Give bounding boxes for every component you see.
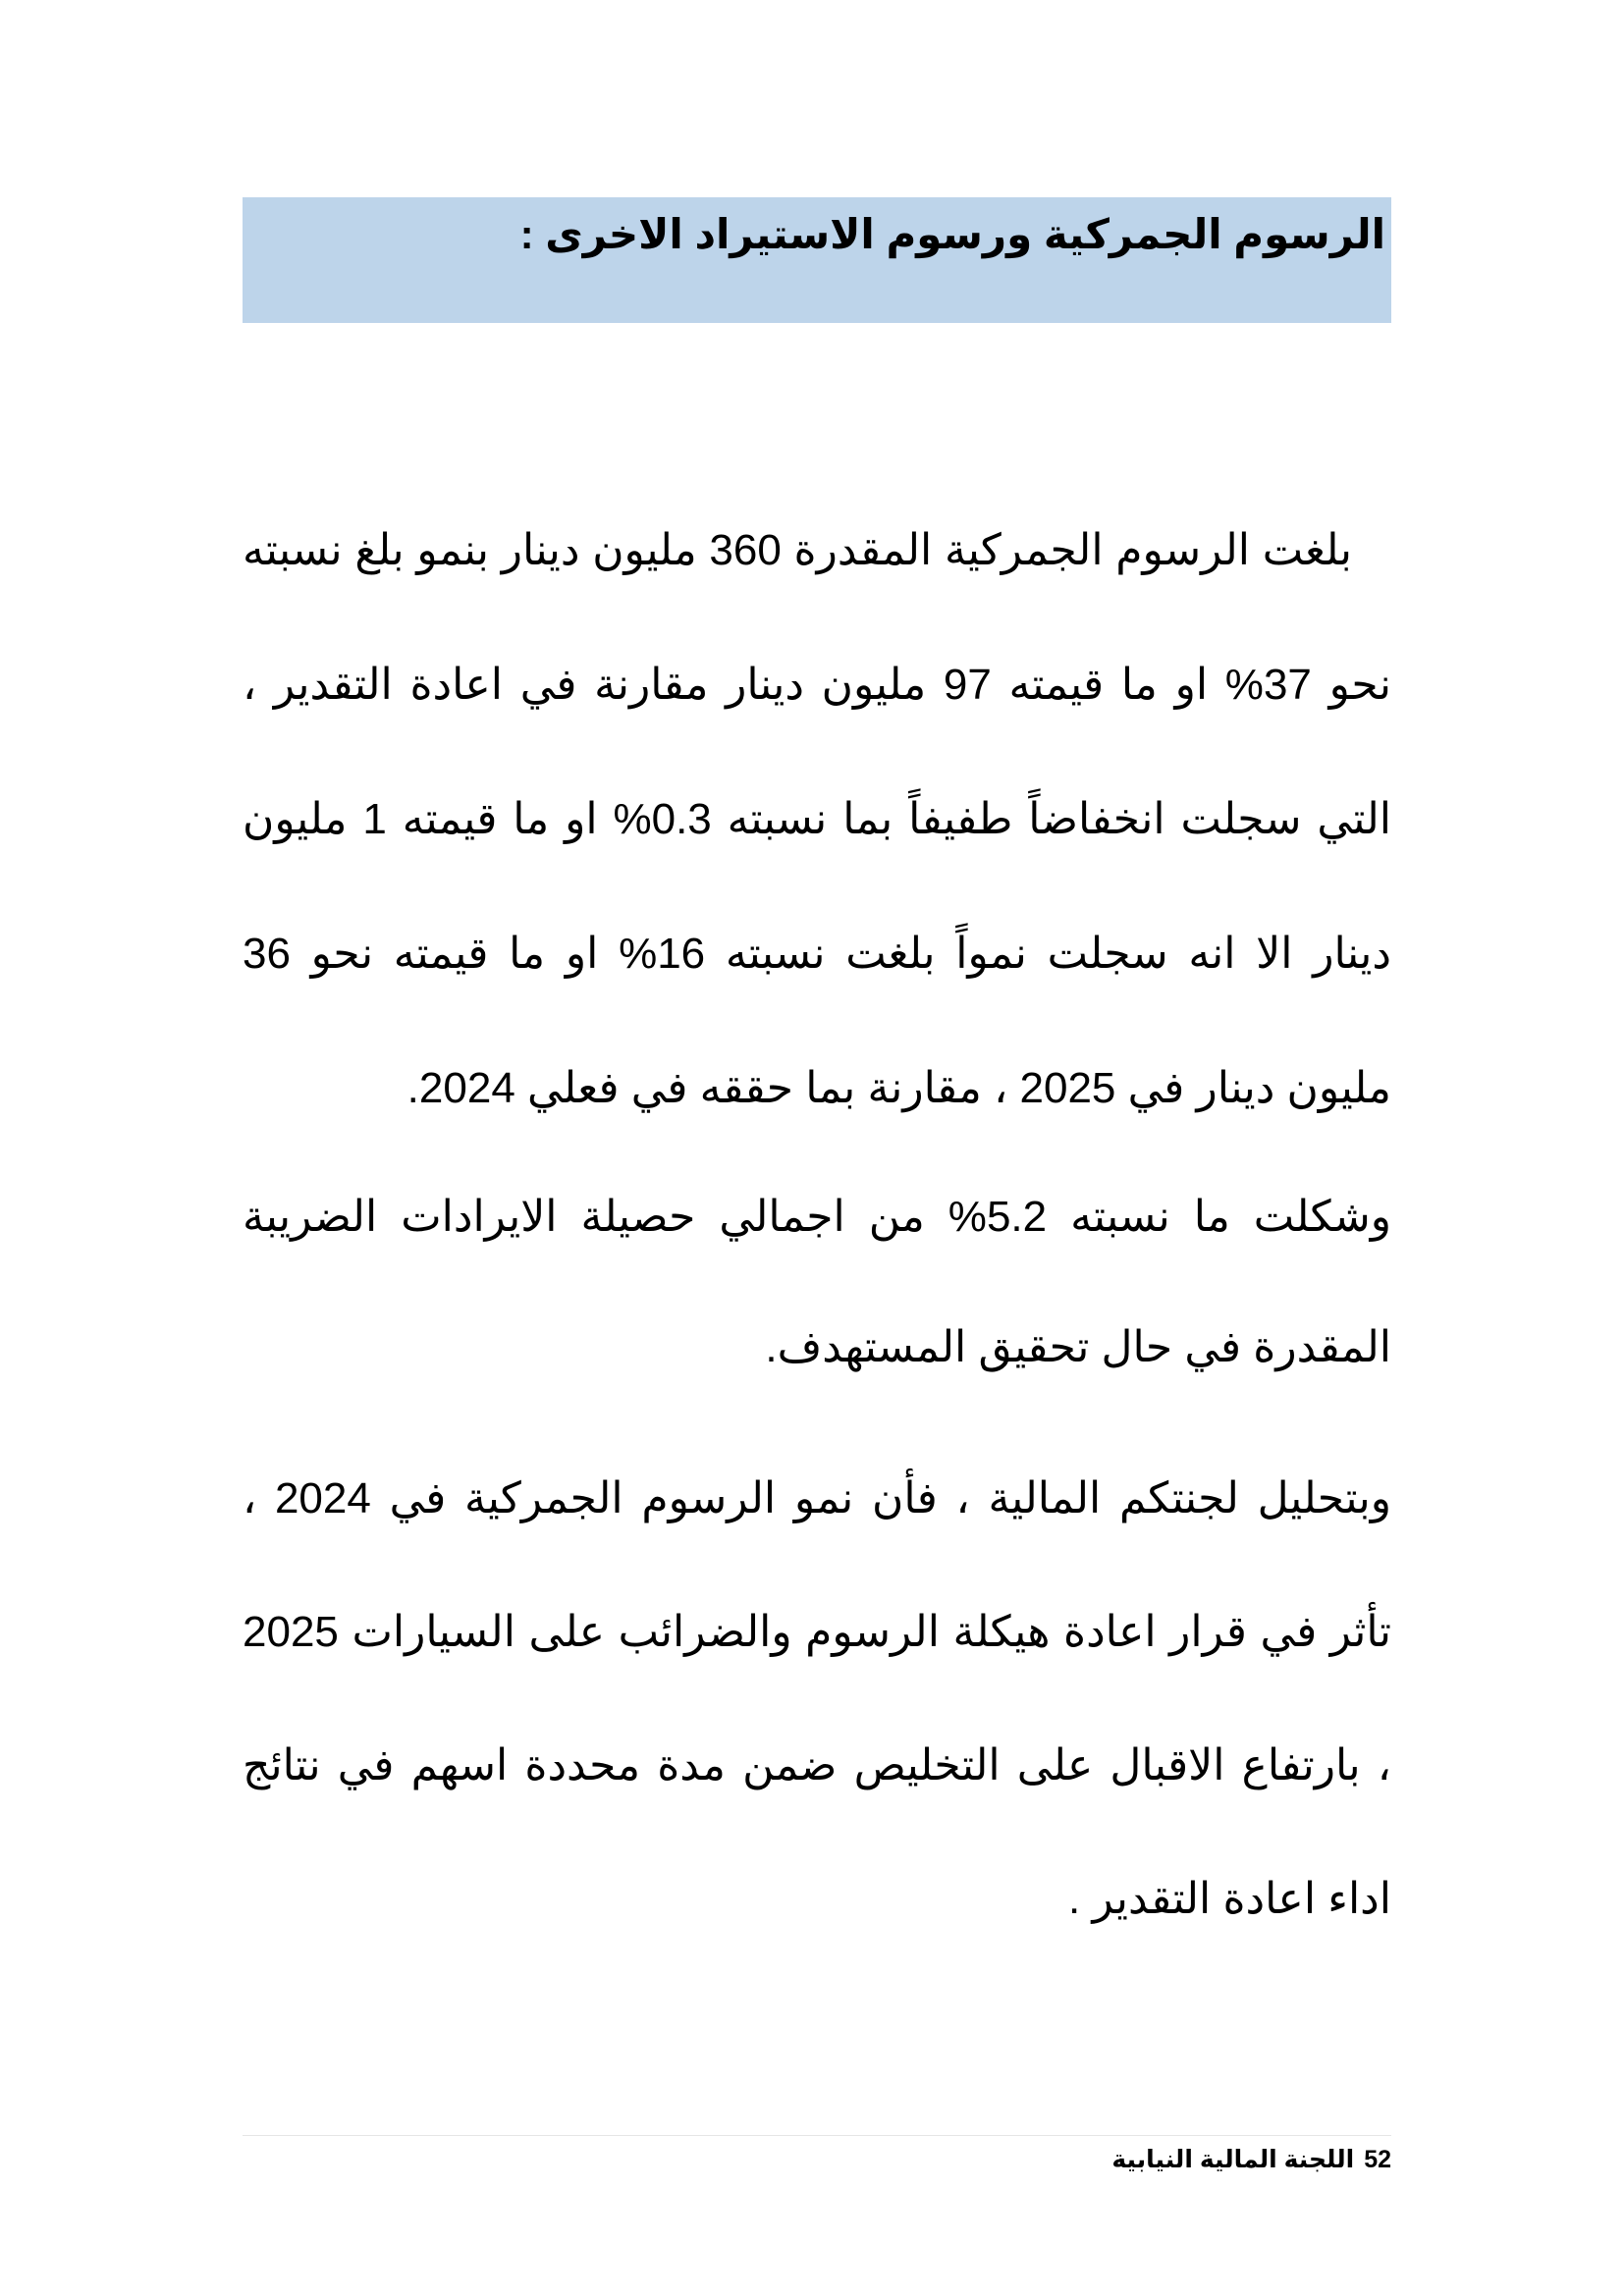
footer-label: اللجنة المالية النيابية bbox=[1111, 2146, 1355, 2173]
section-heading: الرسوم الجمركية ورسوم الاستيراد الاخرى : bbox=[519, 211, 1385, 257]
document-body bbox=[243, 483, 1391, 1966]
section-heading-box bbox=[243, 197, 1391, 323]
page-number: 52 bbox=[1364, 2146, 1391, 2173]
paragraph-committee-analysis: وبتحليل لجنتكم المالية ، فأن نمو الرسوم الجمركية في 2024 ، تأثر في قرار اعادة هيكلة الرسوم والضرائب على السيارات 2025 ، بارتفاع الاقبال على التخليص ضمن مدة محددة اسهم في نتائج اداء اعادة التقدير . bbox=[243, 1474, 1391, 1923]
paragraph-share-of-tax-revenue: وشكلت ما نسبته 5.2% من اجمالي حصيلة الايرادات الضريبة المقدرة في حال تحقيق المستهدف. bbox=[243, 1193, 1391, 1371]
footer-divider bbox=[243, 2135, 1391, 2136]
page-footer bbox=[243, 2143, 1391, 2176]
paragraph-customs-revenue: بلغت الرسوم الجمركية المقدرة 360 مليون دينار بنمو بلغ نسبته نحو 37% او ما قيمته 97 مليون دينار مقارنة في اعادة التقدير ، التي سجلت انخفاضاً طفيفاً بما نسبته 0.3% او ما قيمته 1 مليون دينار الا انه سجلت نمواً بلغت نسبته 16% او ما قيمته نحو 36 مليون دينار في 2025 ، مقارنة بما حققه في فعلي 2024. bbox=[243, 526, 1391, 1112]
